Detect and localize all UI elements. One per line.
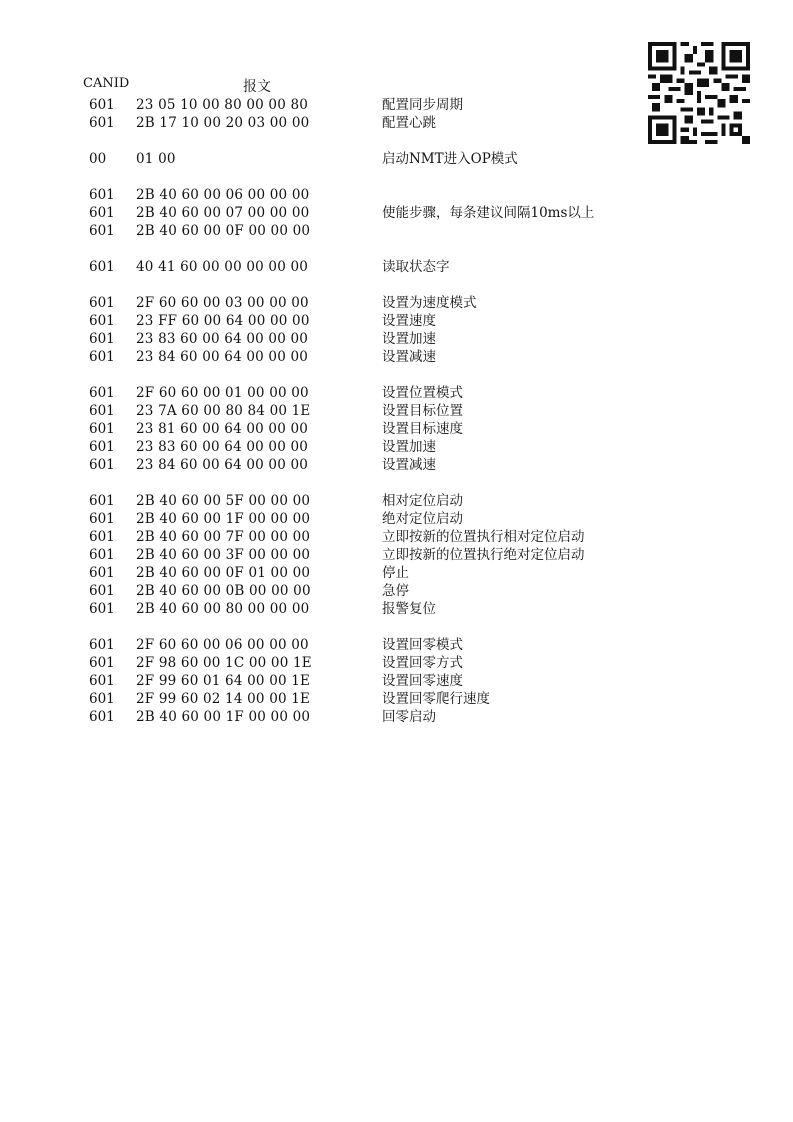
can-id-cell: 601 xyxy=(89,115,115,131)
description-cell: 绝对定位启动 xyxy=(382,511,463,527)
message-bytes-cell: 2B 17 10 00 20 03 00 00 xyxy=(136,115,310,131)
message-bytes-cell: 2F 99 60 01 64 00 00 1E xyxy=(136,673,311,689)
table-row xyxy=(0,366,793,384)
can-id-cell: 601 xyxy=(89,331,115,347)
table-row xyxy=(0,114,793,132)
description-cell: 立即按新的位置执行绝对定位启动 xyxy=(382,547,585,563)
table-row xyxy=(0,600,793,618)
table-row xyxy=(0,312,793,330)
message-bytes-cell: 01 00 xyxy=(136,151,176,167)
description-cell: 回零启动 xyxy=(382,709,436,725)
table-row xyxy=(0,636,793,654)
can-id-cell: 601 xyxy=(89,637,115,653)
header-canid: CANID xyxy=(83,76,130,91)
message-bytes-cell: 2B 40 60 00 07 00 00 00 xyxy=(136,205,310,221)
table-row xyxy=(0,618,793,636)
description-cell: 急停 xyxy=(382,583,409,599)
can-id-cell: 601 xyxy=(89,673,115,689)
table-header xyxy=(0,76,793,94)
table-row xyxy=(0,258,793,276)
table-row xyxy=(0,438,793,456)
table-row xyxy=(0,222,793,240)
can-id-cell: 601 xyxy=(89,511,115,527)
description-cell: 设置加速 xyxy=(382,331,436,347)
can-id-cell: 601 xyxy=(89,259,115,275)
description-cell: 读取状态字 xyxy=(382,259,450,275)
can-id-cell: 601 xyxy=(89,529,115,545)
can-id-cell: 601 xyxy=(89,421,115,437)
table-row xyxy=(0,402,793,420)
description-cell: 设置回零速度 xyxy=(382,673,463,689)
table-row xyxy=(0,510,793,528)
can-id-cell: 601 xyxy=(89,295,115,311)
can-id-cell: 601 xyxy=(89,601,115,617)
description-cell: 立即按新的位置执行相对定位启动 xyxy=(382,529,585,545)
message-bytes-cell: 2F 60 60 00 06 00 00 00 xyxy=(136,637,309,653)
can-id-cell: 601 xyxy=(89,439,115,455)
message-bytes-cell: 2B 40 60 00 80 00 00 00 xyxy=(136,601,310,617)
description-cell: 相对定位启动 xyxy=(382,493,463,509)
can-id-cell: 601 xyxy=(89,457,115,473)
table-row xyxy=(0,564,793,582)
message-bytes-cell: 2F 98 60 00 1C 00 00 1E xyxy=(136,655,312,671)
message-bytes-cell: 23 FF 60 00 64 00 00 00 xyxy=(136,313,310,329)
description-cell: 设置减速 xyxy=(382,349,436,365)
table-row xyxy=(0,348,793,366)
message-bytes-cell: 23 05 10 00 80 00 00 80 xyxy=(136,97,309,113)
description-cell: 设置速度 xyxy=(382,313,436,329)
can-id-cell: 601 xyxy=(89,223,115,239)
message-bytes-cell: 23 84 60 00 64 00 00 00 xyxy=(136,349,309,365)
message-bytes-cell: 2B 40 60 00 1F 00 00 00 xyxy=(136,709,311,725)
can-id-cell: 601 xyxy=(89,691,115,707)
table-row xyxy=(0,708,793,726)
message-bytes-cell: 23 81 60 00 64 00 00 00 xyxy=(136,421,309,437)
message-bytes-cell: 2B 40 60 00 7F 00 00 00 xyxy=(136,529,311,545)
can-id-cell: 00 xyxy=(89,151,107,167)
message-bytes-cell: 2B 40 60 00 0B 00 00 00 xyxy=(136,583,311,599)
description-cell: 设置回零爬行速度 xyxy=(382,691,490,707)
table-row xyxy=(0,546,793,564)
can-id-cell: 601 xyxy=(89,205,115,221)
table-row xyxy=(0,528,793,546)
message-bytes-cell: 2B 40 60 00 06 00 00 00 xyxy=(136,187,310,203)
message-bytes-cell: 2F 60 60 00 03 00 00 00 xyxy=(136,295,309,311)
table-row xyxy=(0,672,793,690)
header-message: 报文 xyxy=(243,79,271,95)
can-id-cell: 601 xyxy=(89,349,115,365)
can-id-cell: 601 xyxy=(89,313,115,329)
description-cell: 设置目标速度 xyxy=(382,421,463,437)
can-id-cell: 601 xyxy=(89,385,115,401)
description-cell: 设置减速 xyxy=(382,457,436,473)
table-row xyxy=(0,654,793,672)
description-cell: 设置为速度模式 xyxy=(382,295,477,311)
description-cell: 设置目标位置 xyxy=(382,403,463,419)
message-bytes-cell: 2F 60 60 00 01 00 00 00 xyxy=(136,385,309,401)
table-row xyxy=(0,420,793,438)
table-row xyxy=(0,276,793,294)
table-row xyxy=(0,690,793,708)
message-bytes-cell: 23 7A 60 00 80 84 00 1E xyxy=(136,403,311,419)
can-id-cell: 601 xyxy=(89,403,115,419)
description-cell: 配置同步周期 xyxy=(382,97,463,113)
table-row xyxy=(0,150,793,168)
can-id-cell: 601 xyxy=(89,583,115,599)
table-row xyxy=(0,168,793,186)
message-bytes-cell: 40 41 60 00 00 00 00 00 xyxy=(136,259,309,275)
table-row xyxy=(0,582,793,600)
table-row xyxy=(0,204,793,222)
command-table xyxy=(0,96,793,726)
table-row xyxy=(0,456,793,474)
table-row xyxy=(0,330,793,348)
description-cell: 停止 xyxy=(382,565,409,581)
message-bytes-cell: 23 84 60 00 64 00 00 00 xyxy=(136,457,309,473)
table-row xyxy=(0,474,793,492)
table-row xyxy=(0,186,793,204)
message-bytes-cell: 23 83 60 00 64 00 00 00 xyxy=(136,439,309,455)
can-id-cell: 601 xyxy=(89,493,115,509)
message-bytes-cell: 2B 40 60 00 0F 00 00 00 xyxy=(136,223,311,239)
can-id-cell: 601 xyxy=(89,547,115,563)
message-bytes-cell: 2B 40 60 00 5F 00 00 00 xyxy=(136,493,311,509)
description-cell: 设置回零方式 xyxy=(382,655,463,671)
table-row xyxy=(0,384,793,402)
can-id-cell: 601 xyxy=(89,187,115,203)
description-cell: 设置回零模式 xyxy=(382,637,463,653)
table-row xyxy=(0,294,793,312)
description-cell: 报警复位 xyxy=(382,601,436,617)
message-bytes-cell: 2B 40 60 00 0F 01 00 00 xyxy=(136,565,311,581)
description-cell: 设置加速 xyxy=(382,439,436,455)
table-row xyxy=(0,240,793,258)
can-id-cell: 601 xyxy=(89,565,115,581)
description-cell: 设置位置模式 xyxy=(382,385,463,401)
can-id-cell: 601 xyxy=(89,655,115,671)
message-bytes-cell: 2B 40 60 00 1F 00 00 00 xyxy=(136,511,311,527)
can-id-cell: 601 xyxy=(89,97,115,113)
can-id-cell: 601 xyxy=(89,709,115,725)
table-row xyxy=(0,96,793,114)
message-bytes-cell: 23 83 60 00 64 00 00 00 xyxy=(136,331,309,347)
description-cell: 使能步骤，每条建议间隔10ms以上 xyxy=(382,205,595,221)
message-bytes-cell: 2F 99 60 02 14 00 00 1E xyxy=(136,691,311,707)
table-row xyxy=(0,132,793,150)
table-row xyxy=(0,492,793,510)
description-cell: 启动NMT进入OP模式 xyxy=(382,151,518,167)
message-bytes-cell: 2B 40 60 00 3F 00 00 00 xyxy=(136,547,311,563)
description-cell: 配置心跳 xyxy=(382,115,436,131)
